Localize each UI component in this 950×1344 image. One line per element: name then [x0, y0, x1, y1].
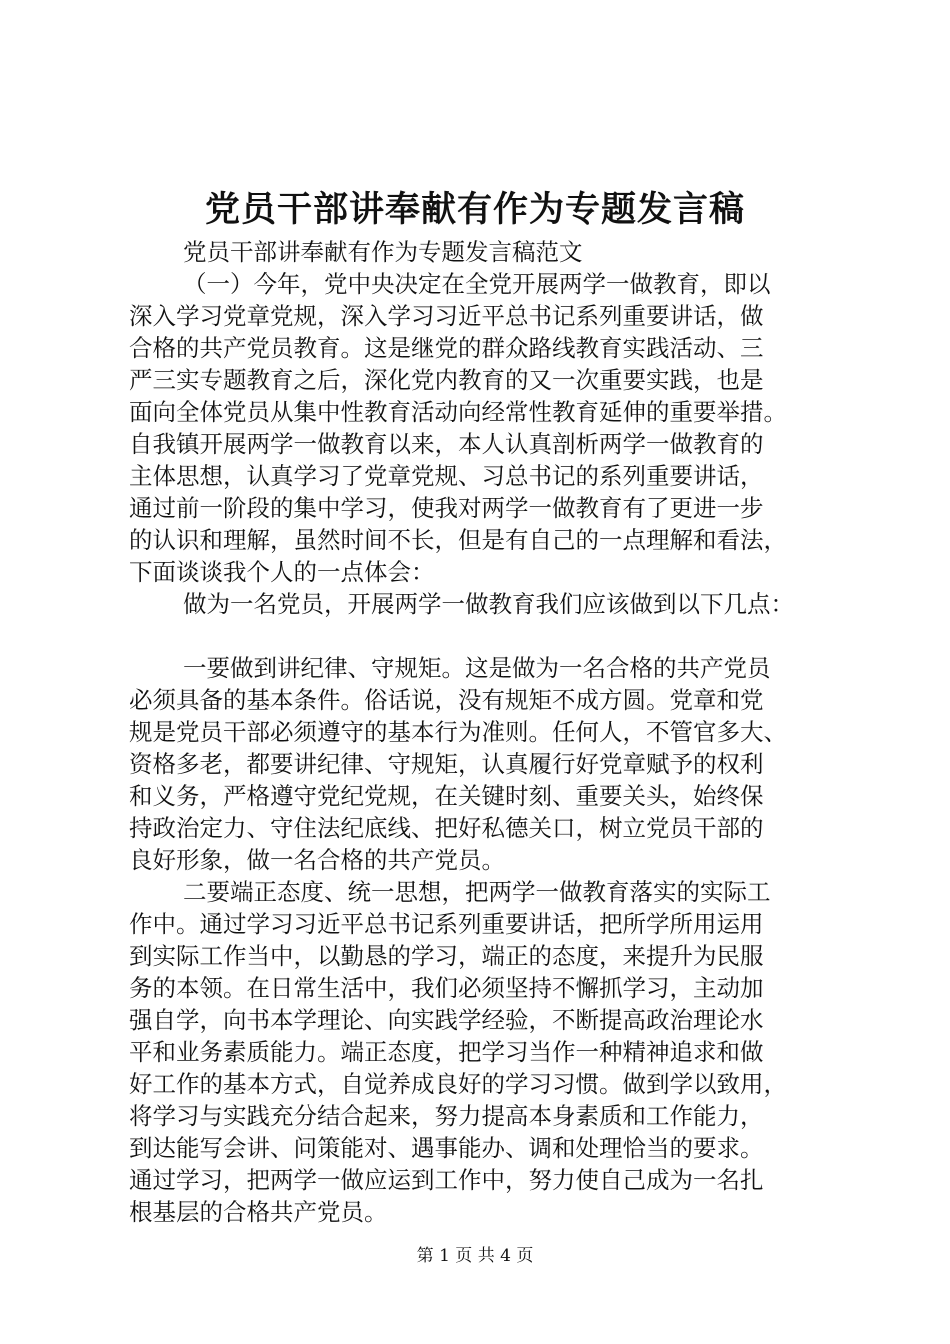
- body-paragraphs: [129, 268, 829, 1228]
- text-line: 做为一名党员，开展两学一做教育我们应该做到以下几点：: [183, 590, 794, 618]
- text-line: 深入学习党章党规，深入学习习近平总书记系列重要讲话，做: [129, 302, 764, 330]
- text-line: 合格的共产党员教育。这是继党的群众路线教育实践活动、三: [129, 334, 764, 362]
- text-line: 资格多老，都要讲纪律、守规矩，认真履行好党章赋予的权利: [129, 750, 764, 778]
- page-title: 党员干部讲奉献有作为专题发言稿: [204, 189, 745, 230]
- text-line: 通过学习，把两学一做应运到工作中，努力使自己成为一名扎: [129, 1166, 764, 1194]
- text-line: 将学习与实践充分结合起来，努力提高本身素质和工作能力，: [129, 1102, 764, 1130]
- text-line: 持政治定力、守住法纪底线、把好私德关口，树立党员干部的: [129, 814, 764, 842]
- document-body: [129, 236, 829, 1228]
- text-line: 下面谈谈我个人的一点体会：: [129, 558, 435, 586]
- text-line: 到实际工作当中，以勤恳的学习，端正的态度，来提升为民服: [129, 942, 764, 970]
- blank-line: [129, 620, 829, 652]
- text-line: 通过前一阶段的集中学习，使我对两学一做教育有了更进一步: [129, 494, 764, 522]
- text-line: 自我镇开展两学一做教育以来，本人认真剖析两学一做教育的: [129, 430, 764, 458]
- text-line: 面向全体党员从集中性教育活动向经常性教育延伸的重要举措。: [129, 398, 787, 426]
- text-line: 根基层的合格共产党员。: [129, 1198, 388, 1226]
- text-line: 良好形象，做一名合格的共产党员。: [129, 846, 505, 874]
- page-footer: 第 1 页 共 4 页: [416, 1246, 534, 1266]
- text-line: 严三实专题教育之后，深化党内教育的又一次重要实践，也是: [129, 366, 764, 394]
- text-line: 好工作的基本方式，自觉养成良好的学习习惯。做到学以致用，: [129, 1070, 787, 1098]
- text-line: 到达能写会讲、问策能对、遇事能办、调和处理恰当的要求。: [129, 1134, 764, 1162]
- text-line: 必须具备的基本条件。俗话说，没有规矩不成方圆。党章和党: [129, 686, 764, 714]
- text-line: 一要做到讲纪律、守规矩。这是做为一名合格的共产党员: [183, 654, 771, 682]
- text-line: 平和业务素质能力。端正态度，把学习当作一种精神追求和做: [129, 1038, 764, 1066]
- text-line: 主体思想，认真学习了党章党规、习总书记的系列重要讲话，: [129, 462, 764, 490]
- subtitle-line: 党员干部讲奉献有作为专题发言稿范文: [183, 238, 583, 266]
- text-line: （一）今年，党中央决定在全党开展两学一做教育，即以: [183, 270, 771, 298]
- text-line: 务的本领。在日常生活中，我们必须坚持不懈抓学习，主动加: [129, 974, 764, 1002]
- text-line: 二要端正态度、统一思想，把两学一做教育落实的实际工: [183, 878, 771, 906]
- text-line: 和义务，严格遵守党纪党规，在关键时刻、重要关头，始终保: [129, 782, 764, 810]
- text-line: 的认识和理解，虽然时间不长，但是有自己的一点理解和看法，: [129, 526, 787, 554]
- text-line: 强自学，向书本学理论、向实践学经验，不断提高政治理论水: [129, 1006, 764, 1034]
- text-line: 作中。通过学习习近平总书记系列重要讲话，把所学所用运用: [129, 910, 764, 938]
- text-line: 规是党员干部必须遵守的基本行为准则。任何人，不管官多大、: [129, 718, 787, 746]
